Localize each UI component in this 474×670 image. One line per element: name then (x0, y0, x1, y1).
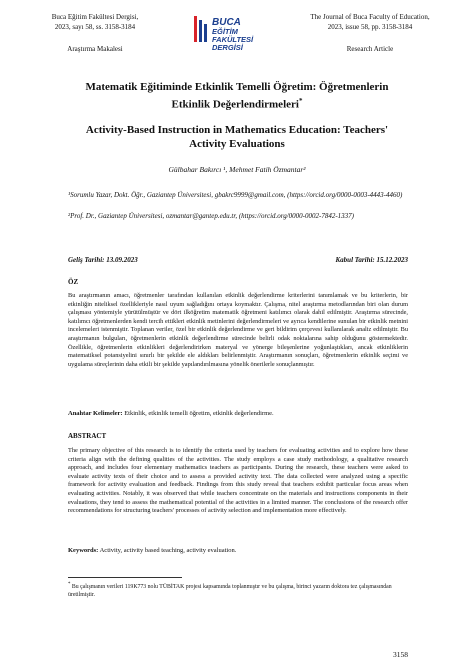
abstract-keywords-label: Keywords: (68, 547, 99, 554)
article-type-en: Research Article (346, 45, 394, 53)
page-number: 3158 (393, 650, 408, 659)
journal-issue-tr: 2023, sayı 58, ss. 3158-3184 (54, 23, 136, 31)
oz-body: Bu araştırmanın amacı, öğretmenler tarafından kullanılan etkinlik değerlendirme kriterlerini tanımlamak ve bu kriterlerin, bir etkinliğin niteliksel özellikleriyle nasıl uyum sağladığını ortaya koymaktır. Çalışma, nitel araştırma metodlarından biri olan durum çalışması yöntemiyle yürütülmüştür ve dört ilköğretim matematik öğretmeni katılımcı olarak dahil edilmiştir. Araştırma sürecinde, katılımcı öğretmenlerden kendi tercih ettikleri etkinlik metinlerini değerlendirmeleri ve ayrıca kendilerine sunulan bir etkinlik metnini incelemeleri istenmiştir. Toplanan veriler, özel bir etkinlik değerlendirme ve geri bildirim çerçevesi kullanılarak analiz edilmiştir. Bu araştırmanın bulguları, öğretmenlerin etkinlik değerlendirme sürecinde belirli odak noktalarına sahip olduğunu göstermektedir. Özellikle, öğretmenlerin etkinlikleri değerlendirirken materyal ve yönerge bileşenlerine yoğunlaştıkları, ancak etkinliklerin matematiksel potansiyelini sınırlı bir şekilde ele aldıkları belirlenmiştir. Araştırmanın sonuçları, öğretmenlerin etkinlik seçimi ve uygulama süreçlerinin daha etkili bir şekilde yapılandırılmasına yönelik önerilerle sonuçlanmıştır. (68, 292, 408, 368)
title-english (40, 123, 434, 151)
journal-header-tr (20, 12, 170, 32)
title-turkish-line-2: Etkinlik Değerlendirmeleri (171, 98, 299, 111)
abstract-heading: ABSTRACT (68, 432, 107, 440)
article-type-tr: Araştırma Makalesi (67, 45, 123, 53)
journal-name-tr: Buca Eğitim Fakültesi Dergisi, (51, 13, 139, 21)
footnote-text: Bu çalışmanın verileri 119K773 nolu TÜBİTAK projesi kapsamında toplanmıştır ve bu çalışma, birinci yazarın doktora tez çalışmasından üretilmiştir. (68, 583, 392, 598)
abstract-body: The primary objective of this research is to identify the criteria used by teachers for evaluating activities and to explore how these criteria align with the defining qualities of the activities. The study employs a case study methodology, a qualitative research approach, and includes four elementary mathematics teachers as participants. During the research, these teachers were asked to evaluate activity texts of their choice and to assess a provided activity text. The data collected were analyzed using a specific framework for activity evaluation and feedback. Findings from this study reveal that teachers exhibit particular focus areas when evaluating activities. Notably, it was observed that while teachers concentrate on the materials and instructions components in their evaluations, they tend to assess the mathematical potential of the activities in a limited manner. The conclusions of the research offer recommendations for structuring teachers' processes of activity selection and implementation more effectively. (68, 447, 408, 515)
footnote (68, 581, 408, 599)
title-english-line-2: Activity Evaluations (189, 138, 285, 150)
title-footnote-mark: * (298, 97, 303, 105)
article-dates (68, 256, 408, 264)
received-date: Geliş Tarihi: 13.09.2023 (68, 256, 138, 264)
footnote-divider (68, 577, 182, 578)
oz-keywords-label: Anahtar Kelimeler: (68, 410, 123, 417)
journal-name-en: The Journal of Buca Faculty of Education, (310, 13, 430, 21)
oz-heading: ÖZ (68, 278, 79, 286)
oz-keywords-text: Etkinlik, etkinlik temelli öğretim, etkinlik değerlendirme. (122, 410, 274, 417)
journal-header-en (285, 12, 455, 32)
author-list: Gülbahar Bakırcı ¹, Mehmet Fatih Özmantar² (168, 165, 306, 174)
title-turkish (40, 80, 434, 112)
affiliation-2: ²Prof. Dr., Gaziantep Üniversitesi, ozmantar@gantep.edu.tr, (https://orcid.org/0000-0002-7842-1337) (68, 212, 354, 220)
affiliation-1: ¹Sorumlu Yazar, Dokt. Öğr., Gaziantep Üniversitesi, gbakrc9999@gmail.com, (https://orcid.org/0000-0003-4443-4460) (68, 191, 403, 199)
journal-logo (190, 10, 280, 50)
journal-issue-en: 2023, issue 58, pp. 3158-3184 (327, 23, 413, 31)
title-turkish-line-1: Matematik Eğitiminde Etkinlik Temelli Öğretim: Öğretmenlerin (85, 81, 389, 93)
oz-keywords (68, 409, 408, 418)
abstract-keywords-text: Activity, activity based teaching, activity evaluation. (98, 547, 237, 554)
logo-line-1: BUCA (212, 17, 241, 28)
accepted-date: Kabul Tarihi: 15.12.2023 (335, 256, 408, 264)
title-turkish-line-2-wrap (40, 94, 434, 112)
abstract-keywords (68, 546, 408, 555)
logo-line-2: EĞİTİM FAKÜLTESİ (212, 27, 254, 44)
logo-line-3: DERGİSİ (212, 43, 243, 52)
title-english-line-1: Activity-Based Instruction in Mathematics Education: Teachers' (85, 124, 389, 136)
footnote-mark: * (68, 582, 71, 587)
